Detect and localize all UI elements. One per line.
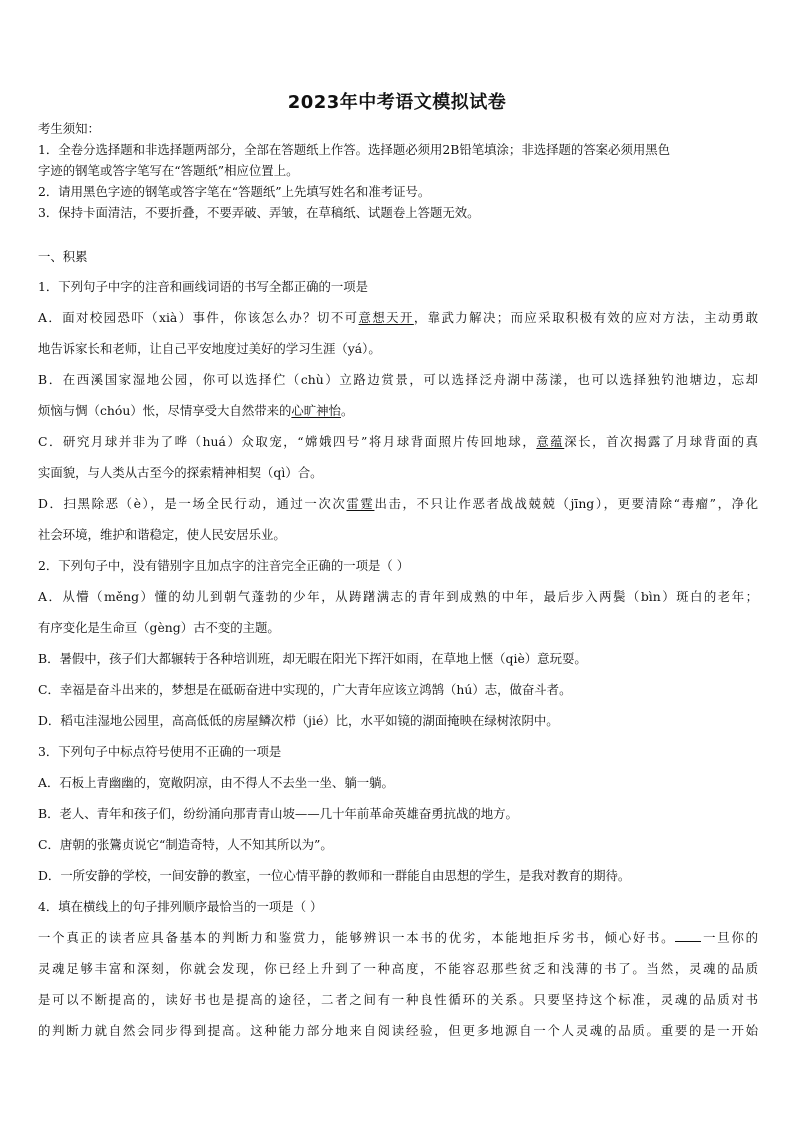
question-3-option-d: D．一所安静的学校，一间安静的教室，一位心情平静的教师和一群能自由思想的学生，是我对教育的期待。 xyxy=(38,868,631,883)
page-title: 2023年中考语文模拟试卷 xyxy=(287,92,507,113)
question-1-stem: 1．下列句子中字的注音和画线词语的书写全都正确的一项是 xyxy=(38,279,369,294)
question-4-stem: 4．填在横线上的句子排列顺序最恰当的一项是（ ） xyxy=(38,899,323,914)
notice-item: 字迹的钢笔或答字笔写在“答题纸”相应位置上。 xyxy=(38,163,299,178)
exam-content xyxy=(38,242,758,1046)
question-1-option-c-cont: 实面貌，与人类从古至今的探索精神相契（qì）合。 xyxy=(38,465,323,480)
question-4-passage: 灵魂足够丰富和深刻，你就会发现，你已经上升到了一种高度，不能容忍那些贫乏和浅薄的书了。当然，灵魂的品质 xyxy=(38,961,758,976)
question-1-option-b: B．在西溪国家湿地公园，你可以选择伫（chù）立路边赏景，可以选择泛舟湖中荡漾，也可以选择独钓池塘边，忘却 xyxy=(38,372,758,387)
question-2-stem: 2．下列句子中，没有错别字且加点字的注音完全正确的一项是（ ） xyxy=(38,558,410,573)
underlined-word: 雷霆 xyxy=(346,496,375,511)
notice-item: 2．请用黑色字迹的钢笔或答字笔在“答题纸”上先填写姓名和准考证号。 xyxy=(38,184,431,199)
question-3-option-b: B．老人、青年和孩子们，纷纷涌向那青青山坡——几十年前革命英雄奋勇抗战的地方。 xyxy=(38,806,518,821)
exam-notice xyxy=(38,118,758,223)
notice-heading: 考生须知： xyxy=(38,121,100,136)
question-1-option-a-cont: 地告诉家长和老师，让自己平安地度过美好的学习生涯（yá）。 xyxy=(38,341,381,356)
question-2-option-c: C．幸福是奋斗出来的，梦想是在砥砺奋进中实现的，广大青年应该立鸿鹄（hú）志，做奋斗者。 xyxy=(38,682,572,697)
question-2-option-a: A．从懵（měng）懂的幼儿到朝气蓬勃的少年，从踌躇满志的青年到成熟的中年，最后步入两鬓（bìn）斑白的老年； xyxy=(38,589,758,604)
question-3-option-a: A．石板上青幽幽的，宽敞阴凉，由不得人不去坐一坐、躺一躺。 xyxy=(38,775,394,790)
underlined-word: 意蕴 xyxy=(536,434,565,449)
underlined-word: 心旷神怡 xyxy=(291,403,341,418)
section-heading: 一、积累 xyxy=(38,249,88,264)
question-2-option-b: B．暑假中，孩子们大都辗转于各种培训班，却无暇在阳光下挥汗如雨，在草地上惬（qiè）意玩耍。 xyxy=(38,651,587,666)
question-1-option-b-cont: 烦恼与惆（chóu）怅，尽情享受大自然带来的心旷神怡。 xyxy=(38,403,354,418)
question-1-option-c: C．研究月球并非为了哗（huá）众取宠，“嫦娥四号”将月球背面照片传回地球，意蕴深长，首次揭露了月球背面的真 xyxy=(38,434,759,449)
question-1-option-d: D．扫黑除恶（è），是一场全民行动，通过一次次雷霆出击，不只让作恶者战战兢兢（jīng），更要清除“毒瘤”，净化 xyxy=(38,496,758,511)
question-4-passage: 一个真正的读者应具备基本的判断力和鉴赏力，能够辨识一本书的优劣，本能地拒斥劣书，倾心好书。 一旦你的 xyxy=(38,930,759,945)
question-2-option-d: D．稻屯洼湿地公园里，高高低低的房屋鳞次栉（jié）比，水平如镜的湖面掩映在绿树浓阴中。 xyxy=(38,713,559,728)
question-3-option-c: C．唐朝的张鷟贞说它“制造奇特，人不知其所以为”。 xyxy=(38,837,333,852)
question-2-option-a-cont: 有序变化是生命亘（gèng）古不变的主题。 xyxy=(38,620,280,635)
question-1-option-a: A．面对校园恐吓（xià）事件，你该怎么办？切不可意想天开，靠武力解决；而应采取积极有效的应对方法，主动勇敢 xyxy=(38,310,759,325)
underlined-word: 意想天开 xyxy=(358,310,414,325)
question-1-option-d-cont: 社会环境，维护和谐稳定，使人民安居乐业。 xyxy=(38,527,286,542)
notice-item: 1．全卷分选择题和非选择题两部分，全部在答题纸上作答。选择题必须用2B铅笔填涂；非选择题的答案必须用黑色 xyxy=(38,142,671,157)
question-3-stem: 3．下列句子中标点符号使用不正确的一项是 xyxy=(38,744,282,759)
question-4-passage: 的判断力就自然会同步得到提高。这种能力部分地来自阅读经验，但更多地源自一个人灵魂的品质。重要的是一开始 xyxy=(38,1023,758,1038)
notice-item: 3．保持卡面清洁，不要折叠，不要弄破、弄皱，在草稿纸、试题卷上答题无效。 xyxy=(38,205,480,220)
fill-blank xyxy=(675,929,701,942)
question-4-passage: 是可以不断提高的，读好书也是提高的途径，二者之间有一种良性循环的关系。只要坚持这个标准，灵魂的品质对书 xyxy=(38,992,758,1007)
